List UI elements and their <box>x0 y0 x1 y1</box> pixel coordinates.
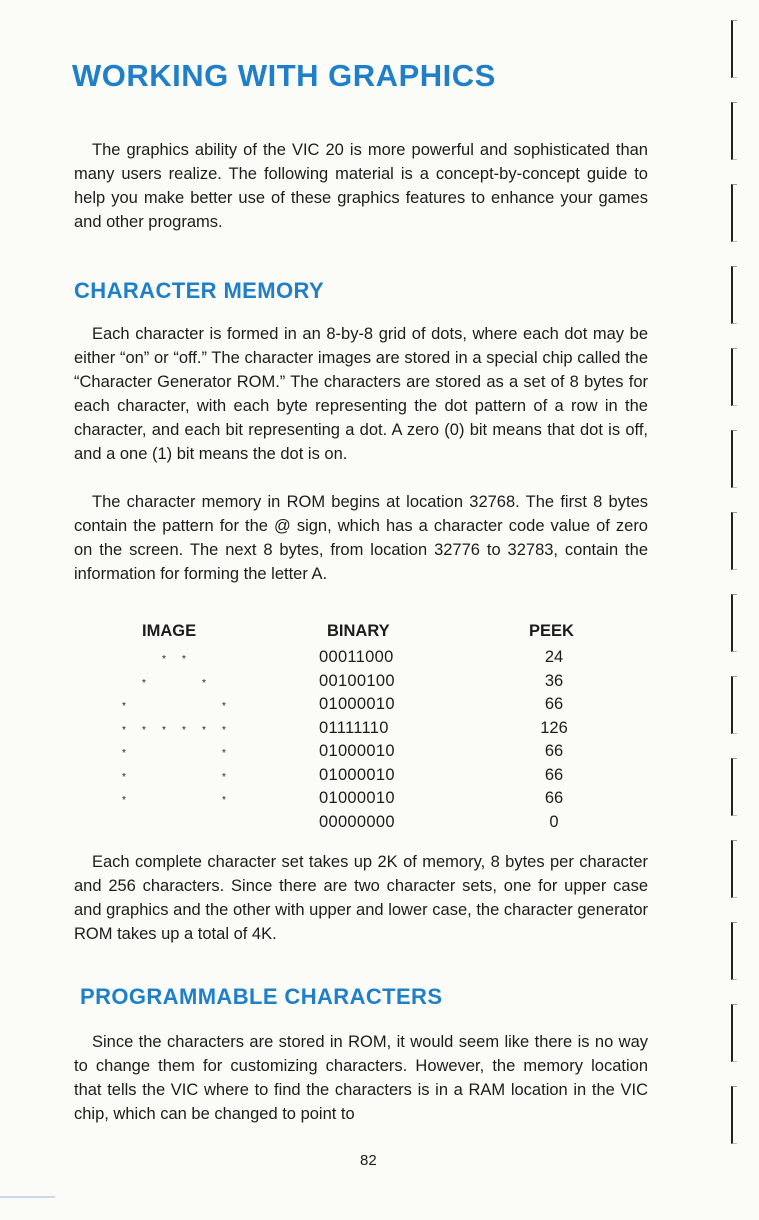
binary-value: 01111110 <box>319 718 389 737</box>
table-row <box>74 719 634 743</box>
bitmap-dot: * <box>162 654 166 665</box>
after-table-paragraph: Each complete character set takes up 2K of memory, 8 bytes per character and 256 characters. Since there are two character sets, one for upper case and graphics and the other with upper and lower case, the character generator ROM takes up a total of 4K. <box>74 853 648 943</box>
table-header <box>74 622 634 648</box>
edge-tab <box>731 1086 737 1144</box>
peek-value: 66 <box>544 742 564 760</box>
bitmap-dot: * <box>202 724 206 736</box>
edge-tab <box>731 1004 737 1062</box>
bitmap-dot: * <box>122 795 126 806</box>
binary-value: 01000010 <box>319 742 395 760</box>
binary-value: 01000010 <box>319 789 395 807</box>
header-image: IMAGE <box>142 622 197 640</box>
edge-tab <box>731 184 737 242</box>
bitmap-dot: * <box>142 724 146 736</box>
binary-value: 01000010 <box>319 765 395 784</box>
bitmap-image-cell <box>104 819 244 831</box>
table-row <box>74 648 634 672</box>
binary-value: 01000010 <box>319 695 395 713</box>
bitmap-image-cell <box>104 654 244 666</box>
bitmap-dot: * <box>142 677 146 689</box>
character-a-table <box>74 622 634 836</box>
edge-tab <box>731 512 737 570</box>
table-row <box>74 789 634 813</box>
edge-tab <box>731 266 737 324</box>
character-memory-paragraph-1: Each character is formed in an 8-by-8 grid of dots, where each dot may be either “on” or “off.” The character images are stored in a special chip called the “Character Generator ROM.” The characters are stored as a set of 8 bytes for each character, with each byte representing the dot pattern of a row in the character, and each bit representing a dot. A zero (0) bit means that dot is off, and a one (1) bit means the dot is on. <box>74 325 648 463</box>
bitmap-dot: * <box>222 701 226 712</box>
bitmap-image-cell <box>104 678 244 690</box>
table-row <box>74 742 634 766</box>
section-heading-character-memory: CHARACTER MEMORY <box>74 278 325 303</box>
character-memory-paragraph-2: The character memory in ROM begins at location 32768. The first 8 bytes contain the pattern for the @ sign, which has a character code value of zero on the screen. The next 8 bytes, from location 32776 to 32783, contain the information for forming the letter A. <box>74 493 648 583</box>
binary-value: 00011000 <box>319 648 394 666</box>
bitmap-dot: * <box>122 701 126 712</box>
bitmap-dot: * <box>202 677 206 689</box>
table-row <box>74 695 634 719</box>
bitmap-image-cell <box>104 725 244 737</box>
peek-value: 66 <box>544 789 564 807</box>
peek-value: 126 <box>540 718 568 737</box>
edge-tab <box>731 348 737 406</box>
bitmap-image-cell <box>104 701 244 713</box>
bitmap-dot: * <box>122 748 126 759</box>
edge-tab <box>731 430 737 488</box>
edge-tab <box>731 840 737 898</box>
table-row <box>74 813 634 837</box>
edge-tab <box>731 20 737 78</box>
intro-paragraph: The graphics ability of the VIC 20 is more powerful and sophisticated than many users realize. The following material is a concept-by-concept guide to help you make better use of these graphics features to enhance your games and other programs. <box>74 141 648 231</box>
bitmap-image-cell <box>104 772 244 784</box>
bitmap-dot: * <box>122 724 126 736</box>
bitmap-dot: * <box>162 724 166 736</box>
section-heading-programmable-characters: PROGRAMMABLE CHARACTERS <box>80 984 443 1009</box>
header-binary: BINARY <box>327 622 390 640</box>
peek-value: 0 <box>549 812 559 831</box>
bitmap-image-cell <box>104 748 244 760</box>
peek-value: 66 <box>544 765 564 784</box>
edge-tab <box>731 594 737 652</box>
edge-tab <box>731 676 737 734</box>
bitmap-dot: * <box>222 795 226 806</box>
bitmap-dot: * <box>222 748 226 759</box>
bitmap-dot: * <box>222 771 226 783</box>
page-number: 82 <box>360 1152 377 1169</box>
bitmap-image-cell <box>104 795 244 807</box>
binary-value: 00100100 <box>319 671 395 690</box>
edge-tab <box>731 922 737 980</box>
table-body <box>74 648 634 836</box>
bitmap-dot: * <box>182 724 186 736</box>
bitmap-dot: * <box>122 771 126 783</box>
peek-value: 66 <box>544 695 564 713</box>
edge-tab <box>731 102 737 160</box>
bitmap-dot: * <box>182 654 186 665</box>
peek-value: 36 <box>544 671 564 690</box>
header-peek: PEEK <box>529 622 574 640</box>
table-row <box>74 672 634 696</box>
programmable-characters-paragraph: Since the characters are stored in ROM, it would seem like there is no way to change them for customizing characters. However, the memory location that tells the VIC where to find the characters is in a RAM location in the VIC chip, which can be changed to point to <box>74 1033 648 1123</box>
edge-tab <box>731 758 737 816</box>
page-title: WORKING WITH GRAPHICS <box>72 58 496 93</box>
page-smudge <box>0 1196 55 1198</box>
peek-value: 24 <box>544 648 564 666</box>
binary-value: 00000000 <box>319 812 395 831</box>
table-row <box>74 766 634 790</box>
bitmap-dot: * <box>222 724 226 736</box>
